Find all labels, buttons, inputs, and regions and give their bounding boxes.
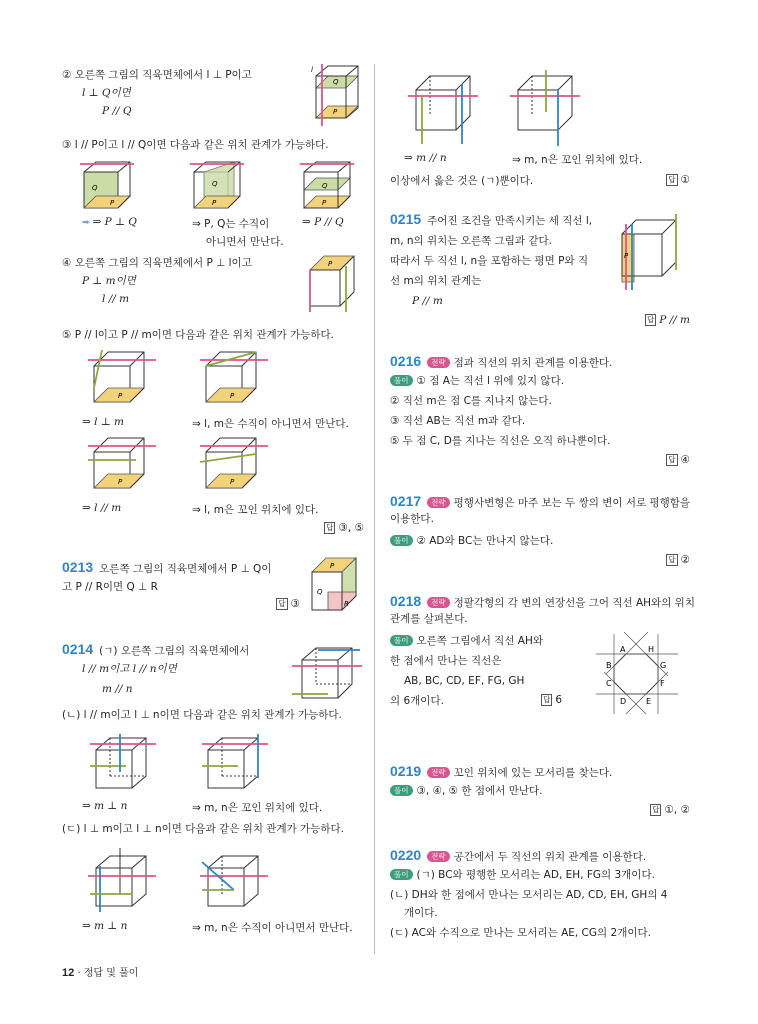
svg-text:P: P xyxy=(118,478,123,486)
octagon-figure xyxy=(586,624,686,716)
cuboid-figure-0214c1 xyxy=(86,846,166,918)
cuboid-figure-0214a-cont1 xyxy=(406,66,486,150)
p213-answer: 답 ③ xyxy=(278,598,300,610)
p217-answer: 답 ② xyxy=(668,554,690,566)
item5-answer: 답 ③, ⑤ xyxy=(326,522,364,534)
svg-text:P: P xyxy=(328,260,333,268)
svg-text:P: P xyxy=(230,392,235,400)
p219-strategy: 0219 전략 꼬인 위치에 있는 모서리를 찾는다. xyxy=(390,763,613,779)
cuboid-figure-3c xyxy=(300,158,360,214)
item5-line1: ⑤ P // l이고 P // m이면 다음과 같은 위치 관계가 가능하다. xyxy=(62,329,334,341)
p216-line2: ② 직선 m은 점 C를 지나지 않는다. xyxy=(390,395,552,407)
svg-text:P: P xyxy=(322,199,327,207)
p215-line1: 0215 주어진 조건을 만족시키는 세 직선 l, xyxy=(390,211,593,227)
p218-strategy2: 관계를 살펴본다. xyxy=(390,613,468,625)
cuboid-figure-5d xyxy=(198,434,278,498)
cuboid-figure-0214c2 xyxy=(198,846,278,918)
top-line: 이상에서 옳은 것은 (ㄱ)뿐이다. xyxy=(390,175,534,187)
p219-line: 풀이 ③, ④, ⑤ 한 점에서 만난다. xyxy=(390,784,542,798)
p218-line4: 의 6개이다. xyxy=(390,695,444,707)
p214-line3: m // n xyxy=(102,683,133,695)
p218-line2: 한 점에서 만나는 직선은 xyxy=(390,655,502,667)
svg-text:H: H xyxy=(648,645,655,654)
column-divider xyxy=(374,64,375,954)
top-caption-1: ⇒ m // n xyxy=(404,152,447,164)
cuboid-figure-3b xyxy=(190,158,250,214)
p215-answer: 답 P // m xyxy=(646,314,690,326)
p218-line1: 풀이 오른쪽 그림에서 직선 AH와 xyxy=(390,634,543,648)
svg-text:C: C xyxy=(606,679,612,688)
p217-strategy2: 이용한다. xyxy=(390,513,434,525)
page-number: 12 xyxy=(62,967,75,979)
cuboid-figure-item4 xyxy=(302,250,366,316)
item4-line1: ④ 오른쪽 그림의 직육면체에서 P ⊥ l이고 xyxy=(62,257,252,269)
svg-text:P: P xyxy=(118,392,123,400)
cuboid-figure-0214b1 xyxy=(86,732,166,798)
p216-line4: ⑤ 두 점 C, D를 지나는 직선은 오직 하나뿐이다. xyxy=(390,435,611,447)
svg-text:D: D xyxy=(620,697,627,706)
svg-text:P: P xyxy=(230,478,235,486)
p219-answer: 답 ①, ② xyxy=(652,804,690,816)
svg-text:R: R xyxy=(344,600,349,608)
svg-text:P: P xyxy=(110,199,115,207)
cuboid-figure-0213 xyxy=(302,556,366,616)
p215-line3: 따라서 두 직선 l, n을 포함하는 평면 P와 직 xyxy=(390,255,589,267)
p220-line2: (ㄴ) DH와 한 점에서 만나는 모서리는 AD, CD, EH, GH의 4 xyxy=(390,889,668,901)
item5-caption-4: ⇒ l, m은 꼬인 위치에 있다. xyxy=(192,504,319,516)
svg-text:G: G xyxy=(660,661,667,670)
item3-caption-3: 아니면서 만난다. xyxy=(206,236,284,248)
svg-text:B: B xyxy=(606,661,612,670)
item5-caption-1: ⇒ l ⊥ m xyxy=(82,416,124,428)
p213-line1: 0213 오른쪽 그림의 직육면체에서 P ⊥ Q이 xyxy=(62,559,272,575)
p218-line3: AB, BC, CD, EF, FG, GH xyxy=(404,675,525,687)
cuboid-figure-0214a-cont2 xyxy=(508,66,588,150)
footer-title: · 정답 및 풀이 xyxy=(77,968,139,979)
item3-caption-2: ⇒ P, Q는 수직이 xyxy=(192,218,270,230)
item5-caption-2: ⇒ l, m은 수직이 아니면서 만난다. xyxy=(192,418,349,430)
cuboid-figure-5b xyxy=(198,348,278,412)
p220-line1: 풀이 (ㄱ) BC와 평행한 모서리는 AD, EH, FG의 3개이다. xyxy=(390,868,655,882)
svg-text:P: P xyxy=(212,199,217,207)
label-Q: Q xyxy=(333,78,339,86)
cuboid-figure-item2 xyxy=(302,62,366,128)
p214-capb-2: ⇒ m, n은 꼬인 위치에 있다. xyxy=(192,802,323,814)
p213-line2: 고 P // R이면 Q ⊥ R xyxy=(62,581,158,593)
svg-text:A: A xyxy=(620,645,626,654)
p216-answer: 답 ④ xyxy=(668,454,690,466)
item2-line2: l ⊥ Q이면 xyxy=(82,87,131,99)
svg-text:Q: Q xyxy=(322,182,328,190)
cuboid-figure-0215 xyxy=(612,210,692,294)
p215-line4: 선 m의 위치 관계는 xyxy=(390,275,482,287)
svg-text:Q: Q xyxy=(92,184,98,192)
p220-line3: 개이다. xyxy=(404,907,438,919)
p214-linec: (ㄷ) l ⊥ m이고 l ⊥ n이면 다음과 같은 위치 관계가 가능하다. xyxy=(62,823,344,835)
p220-line4: (ㄷ) AC와 수직으로 만나는 모서리는 AE, CG의 2개이다. xyxy=(390,927,651,939)
p216-line3: ③ 직선 AB는 직선 m과 같다. xyxy=(390,415,526,427)
answer-box-icon: 답 xyxy=(326,523,334,532)
label-l: l xyxy=(311,66,313,74)
cuboid-figure-5c xyxy=(86,434,166,498)
item5-caption-3: ⇒ l // m xyxy=(82,502,122,514)
p218-answer: 답 6 xyxy=(543,694,562,706)
cuboid-figure-0214b2 xyxy=(198,732,278,798)
item2-line1: ② 오른쪽 그림의 직육면체에서 l ⊥ P이고 xyxy=(62,69,252,81)
cuboid-figure-5a xyxy=(86,348,166,412)
p217-line: 풀이 ② AD와 BC는 만나지 않는다. xyxy=(390,534,553,548)
p214-capb-1: ⇒ m ⊥ n xyxy=(82,800,128,812)
svg-text:Q: Q xyxy=(317,588,323,596)
p214-line1: 0214 (ㄱ) 오른쪽 그림의 직육면체에서 xyxy=(62,641,250,657)
item4-line2: P ⊥ m이면 xyxy=(82,275,136,287)
p214-lineb: (ㄴ) l // m이고 l ⊥ n이면 다음과 같은 위치 관계가 가능하다. xyxy=(62,709,342,721)
p217-strategy: 0217 전략 평행사변형은 마주 보는 두 쌍의 변이 서로 평행함을 xyxy=(390,493,691,509)
p214-capc-2: ⇒ m, n은 수직이 아니면서 만난다. xyxy=(192,922,353,934)
svg-text:P: P xyxy=(330,562,335,570)
top-caption-2: ⇒ m, n은 꼬인 위치에 있다. xyxy=(512,154,643,166)
p216-line1: 풀이 ① 점 A는 직선 l 위에 있지 않다. xyxy=(390,374,564,388)
svg-text:E: E xyxy=(646,697,652,706)
p220-strategy: 0220 전략 공간에서 두 직선의 위치 관계를 이용한다. xyxy=(390,847,647,863)
cuboid-figure-3a xyxy=(80,158,140,214)
item3-line1: ③ l // P이고 l // Q이면 다음과 같은 위치 관계가 가능하다. xyxy=(62,139,329,151)
item2-line3: P // Q xyxy=(102,105,132,117)
page-footer xyxy=(62,964,138,979)
item4-line3: l // m xyxy=(102,293,130,305)
p216-strategy: 0216 전략 점과 직선의 위치 관계를 이용한다. xyxy=(390,353,613,369)
item3-caption-4: ⇒ P // Q xyxy=(302,216,344,228)
cuboid-figure-0214a xyxy=(288,644,368,704)
item3-caption-1: ➡ ⇒ P ⊥ Q xyxy=(82,216,137,228)
p218-strategy: 0218 전략 정팔각형의 각 변의 연장선을 그어 직선 AH와의 위치 xyxy=(390,593,695,609)
p214-line2: l // m이고 l // n이면 xyxy=(82,663,177,675)
top-answer: 답 ① xyxy=(668,174,690,186)
svg-text:F: F xyxy=(660,679,665,688)
answer-box-icon: 답 xyxy=(278,599,286,608)
svg-text:P: P xyxy=(624,252,629,260)
p215-line2: m, n의 위치는 오른쪽 그림과 같다. xyxy=(390,235,552,247)
svg-text:Q: Q xyxy=(212,180,218,188)
p215-line5: P // m xyxy=(412,295,443,307)
label-P: P xyxy=(333,108,338,116)
p214-capc-1: ⇒ m ⊥ n xyxy=(82,920,128,932)
